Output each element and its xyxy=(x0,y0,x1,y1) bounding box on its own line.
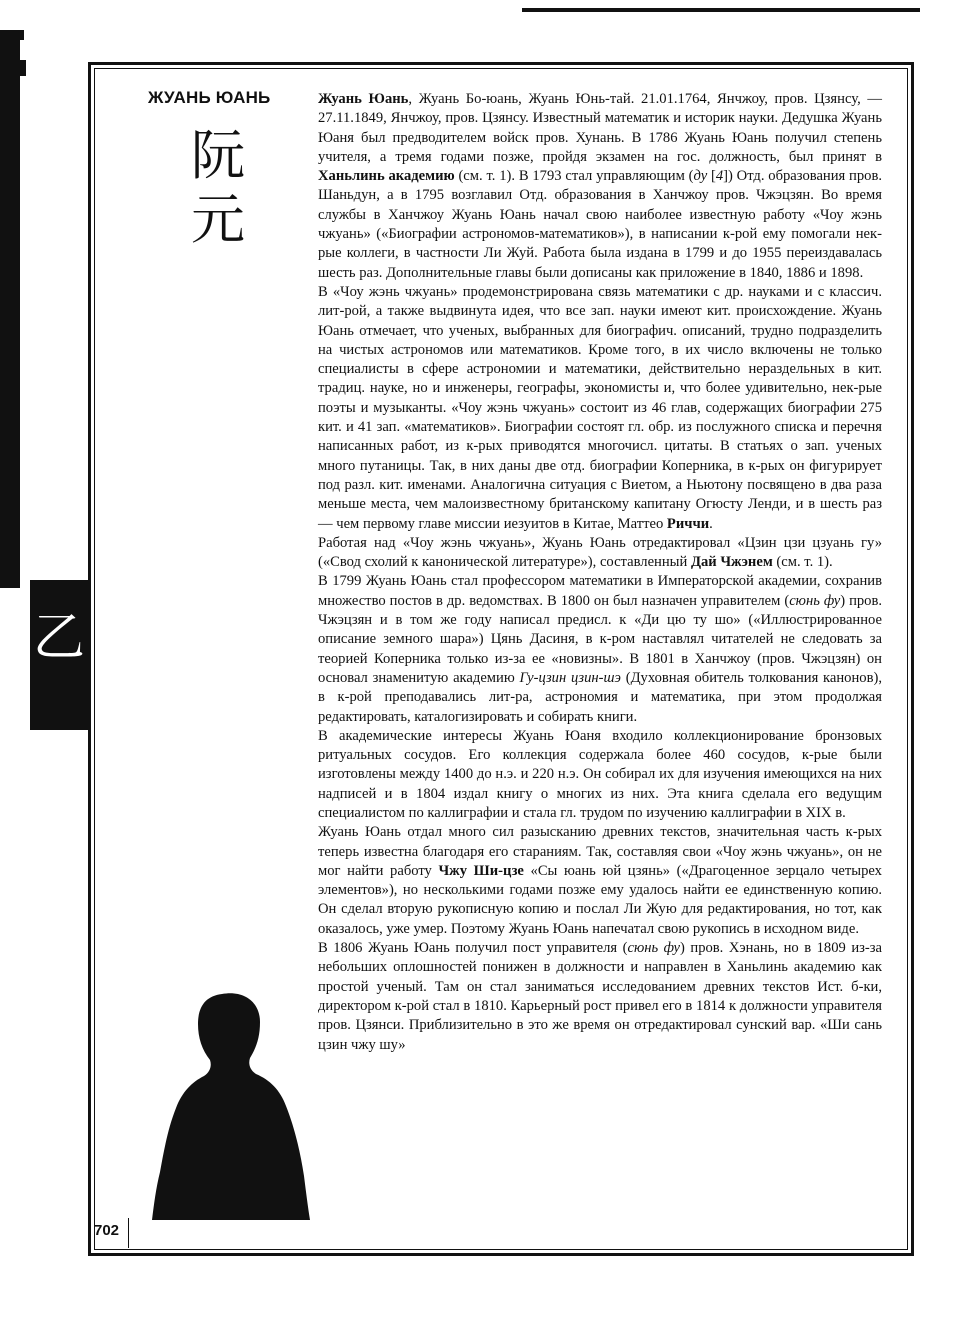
italic-term: 4 xyxy=(715,168,724,185)
binding-bar xyxy=(0,38,20,588)
binding-bar-tick xyxy=(20,60,26,76)
chinese-char-2: 元 xyxy=(191,188,245,251)
bold-term: Ханьлинь академию xyxy=(318,168,455,185)
bold-term: Жуань Юань xyxy=(318,91,409,107)
text-run: [ xyxy=(707,168,716,185)
entry-body xyxy=(318,90,882,1055)
text-run: В 1806 Жуань Юань получил пост управителя ( xyxy=(318,940,628,957)
paragraph xyxy=(318,727,882,823)
text-run: (см. т. 1). В 1793 стал управляющим ( xyxy=(454,168,694,185)
text-run: (Духовная обитель толкования канонов), в к-рой преподавались лит-ра, астрономия и математика, при этом продолжая редактировать, каталогизировать и собирать книги. xyxy=(318,669,882,725)
portrait-silhouette xyxy=(152,990,310,1220)
text-run: , Жуань Бо-юань, Жуань Юнь-тай. 21.01.1764, Янчжоу, пров. Цзянсу, — 27.11.1849, Янчжоу, пров. Цзянсу. Известный математик и историк науки. Дедушка Жуань Юаня был предводителем войск пров. Хунань. В 1786 Жуань Юань получил степень учителя, а тремя годами позже, пройдя экзамен на гос. должность, был принят в xyxy=(318,91,882,165)
text-run: ) пров. Чжэцзян и в том же году написал предисл. к «Ди цю ту шо» («Иллюстрированное описание земного шара») Цянь Дасиня, в к-ром наставлял читателей не следовать за теорией Коперника только из-за ее «новизны». В 1801 в Ханчжоу (пров. Чжэцзян) он основал знаменитую академию xyxy=(318,592,883,686)
text-run: В «Чоу жэнь чжуань» продемонстрирована связь математики с др. науками и с классич. лит-рой, а также выдвинута идея, что все зап. науки имеют кит. происхождение. Жуань Юань отмечает, что ученых, выбранных для биографич. описаний, трудно подразделить на чистых астрономов или математиков. Кроме того, в их число включены не только специалисты в сфере астрономии и математики, действительно нераздельных в кит. традиц. науке, но и инженеры, географы, экономисты и, что более удивительно, нек-рые поэты и музыканты. «Чоу жэнь чжуань» состоит из 46 глав, содержащих биографии 275 кит. и 41 зап. «математиков». Биографии состоят гл. обр. из послужного списка и перечня написанных работ, из к-рых приводятся многочисл. цитаты. В статьях о зап. ученых много путаницы. Так, в них даны две отд. биографии Коперника, в к-рых он фигурирует под разл. кит. именами. Аналогична ситуация с Виетом, а Ньютону посвящено в два раза меньше места, чем малоизвестному британскому капитану Огюсту Ленди, и в шесть раз — чем первому главе миссии иезуитов в Китае, Маттео xyxy=(318,283,882,532)
entry-heading: ЖУАНЬ ЮАНЬ xyxy=(148,88,271,107)
text-run: ) пров. Хэнань, но в 1809 из-за небольших оплошностей понижен в должности и направлен в Ханьлинь академию как простой ученый. Там он стал заниматься исследованием древних текстов Ист. б-ки, директором к-рой стал в 1810. Карьерный рост привел его в 1814 к должности управителя пров. Цзянси. Приблизительно в это же время он отредактировал сунский вар. «Ши сань цзин чжу шу» xyxy=(318,940,882,1053)
italic-term: сюнь фу xyxy=(789,592,841,609)
section-tab-glyph: 乙 xyxy=(32,608,85,668)
text-run: В 1799 Жуань Юань стал профессором математики в Императорской академии, сохранив множество постов в др. ведомствах. В 1800 он был назначен управителем ( xyxy=(318,573,882,609)
bold-term: Риччи xyxy=(666,515,710,532)
top-rule xyxy=(522,8,920,12)
page-number: 702 xyxy=(94,1222,120,1239)
paragraph xyxy=(318,90,882,283)
text-run: ]) Отд. образования пров. Шаньдун, а в 1795 возглавил Отд. образования в Ханчжоу пров. Чжэцзян. Во время службы в Ханчжоу Жуань Юань начал свою наиболее известную работу «Чоу жэнь чжуань» («Биографии астрономов-математиков»), в написании к-рой ему помогали нек-рые коллеги, в частности Ли Жуй. Работа была издана в 1799 и до 1955 переиздавалась шесть раз. Дополнительные главы были дописаны как приложение в 1840, 1886 и 1898. xyxy=(318,168,882,281)
chinese-name xyxy=(178,124,258,252)
text-run: Работая над «Чоу жэнь чжуань», Жуань Юань отредактировал «Цзин цзи цзуань гу» («Свод схолий к канонической литературе»), составленный xyxy=(318,534,882,571)
italic-term: сюнь фу xyxy=(627,940,680,957)
text-run: . xyxy=(709,515,713,532)
bold-term: Чжу Ши-цзе xyxy=(438,862,524,879)
chinese-char-1: 阮 xyxy=(191,124,245,187)
text-run: (см. т. 1). xyxy=(772,554,833,571)
text-run: Жуань Юань отдал много сил разысканию древних текстов, значительная часть к-рых теперь известна благодаря его стараниям. Так, составляя свои «Чоу жэнь чжуань», он не мог найти работу xyxy=(318,824,882,879)
page-number-rule xyxy=(128,1218,129,1248)
paragraph xyxy=(318,534,882,573)
bold-term: Дай Чжэнем xyxy=(690,554,773,571)
paragraph xyxy=(318,823,882,939)
italic-term: ду xyxy=(693,168,708,185)
paragraph xyxy=(318,283,882,534)
italic-term: Гу-цзин цзин-шэ xyxy=(519,669,621,686)
paragraph xyxy=(318,939,882,1055)
text-run: «Сы юань юй цзянь» («Драгоценное зерцало четырех элементов»), но несколькими годами позже ему удалось найти ее единственную копию. Он сделал вторую рукописную копию и послал Ли Жую для редактирования, но тот, как оказалось, уже умер. Поэтому Жуань Юань напечатал свою рукопись в исходном виде. xyxy=(318,862,882,937)
paragraph xyxy=(318,572,882,726)
text-run: В академические интересы Жуань Юаня входило коллекционирование бронзовых ритуальных сосудов. Его коллекция содержала более 460 сосудов, к-рые были изготовлены между 1400 до н.э. и 220 н.э. Он собирал их для изучения имеющихся на них надписей и в 1804 издал книгу о многих из них. Эта книга сделала его ведущим специалистом по каллиграфии и стала гл. трудом по изучению каллиграфии в XIX в. xyxy=(318,727,882,821)
